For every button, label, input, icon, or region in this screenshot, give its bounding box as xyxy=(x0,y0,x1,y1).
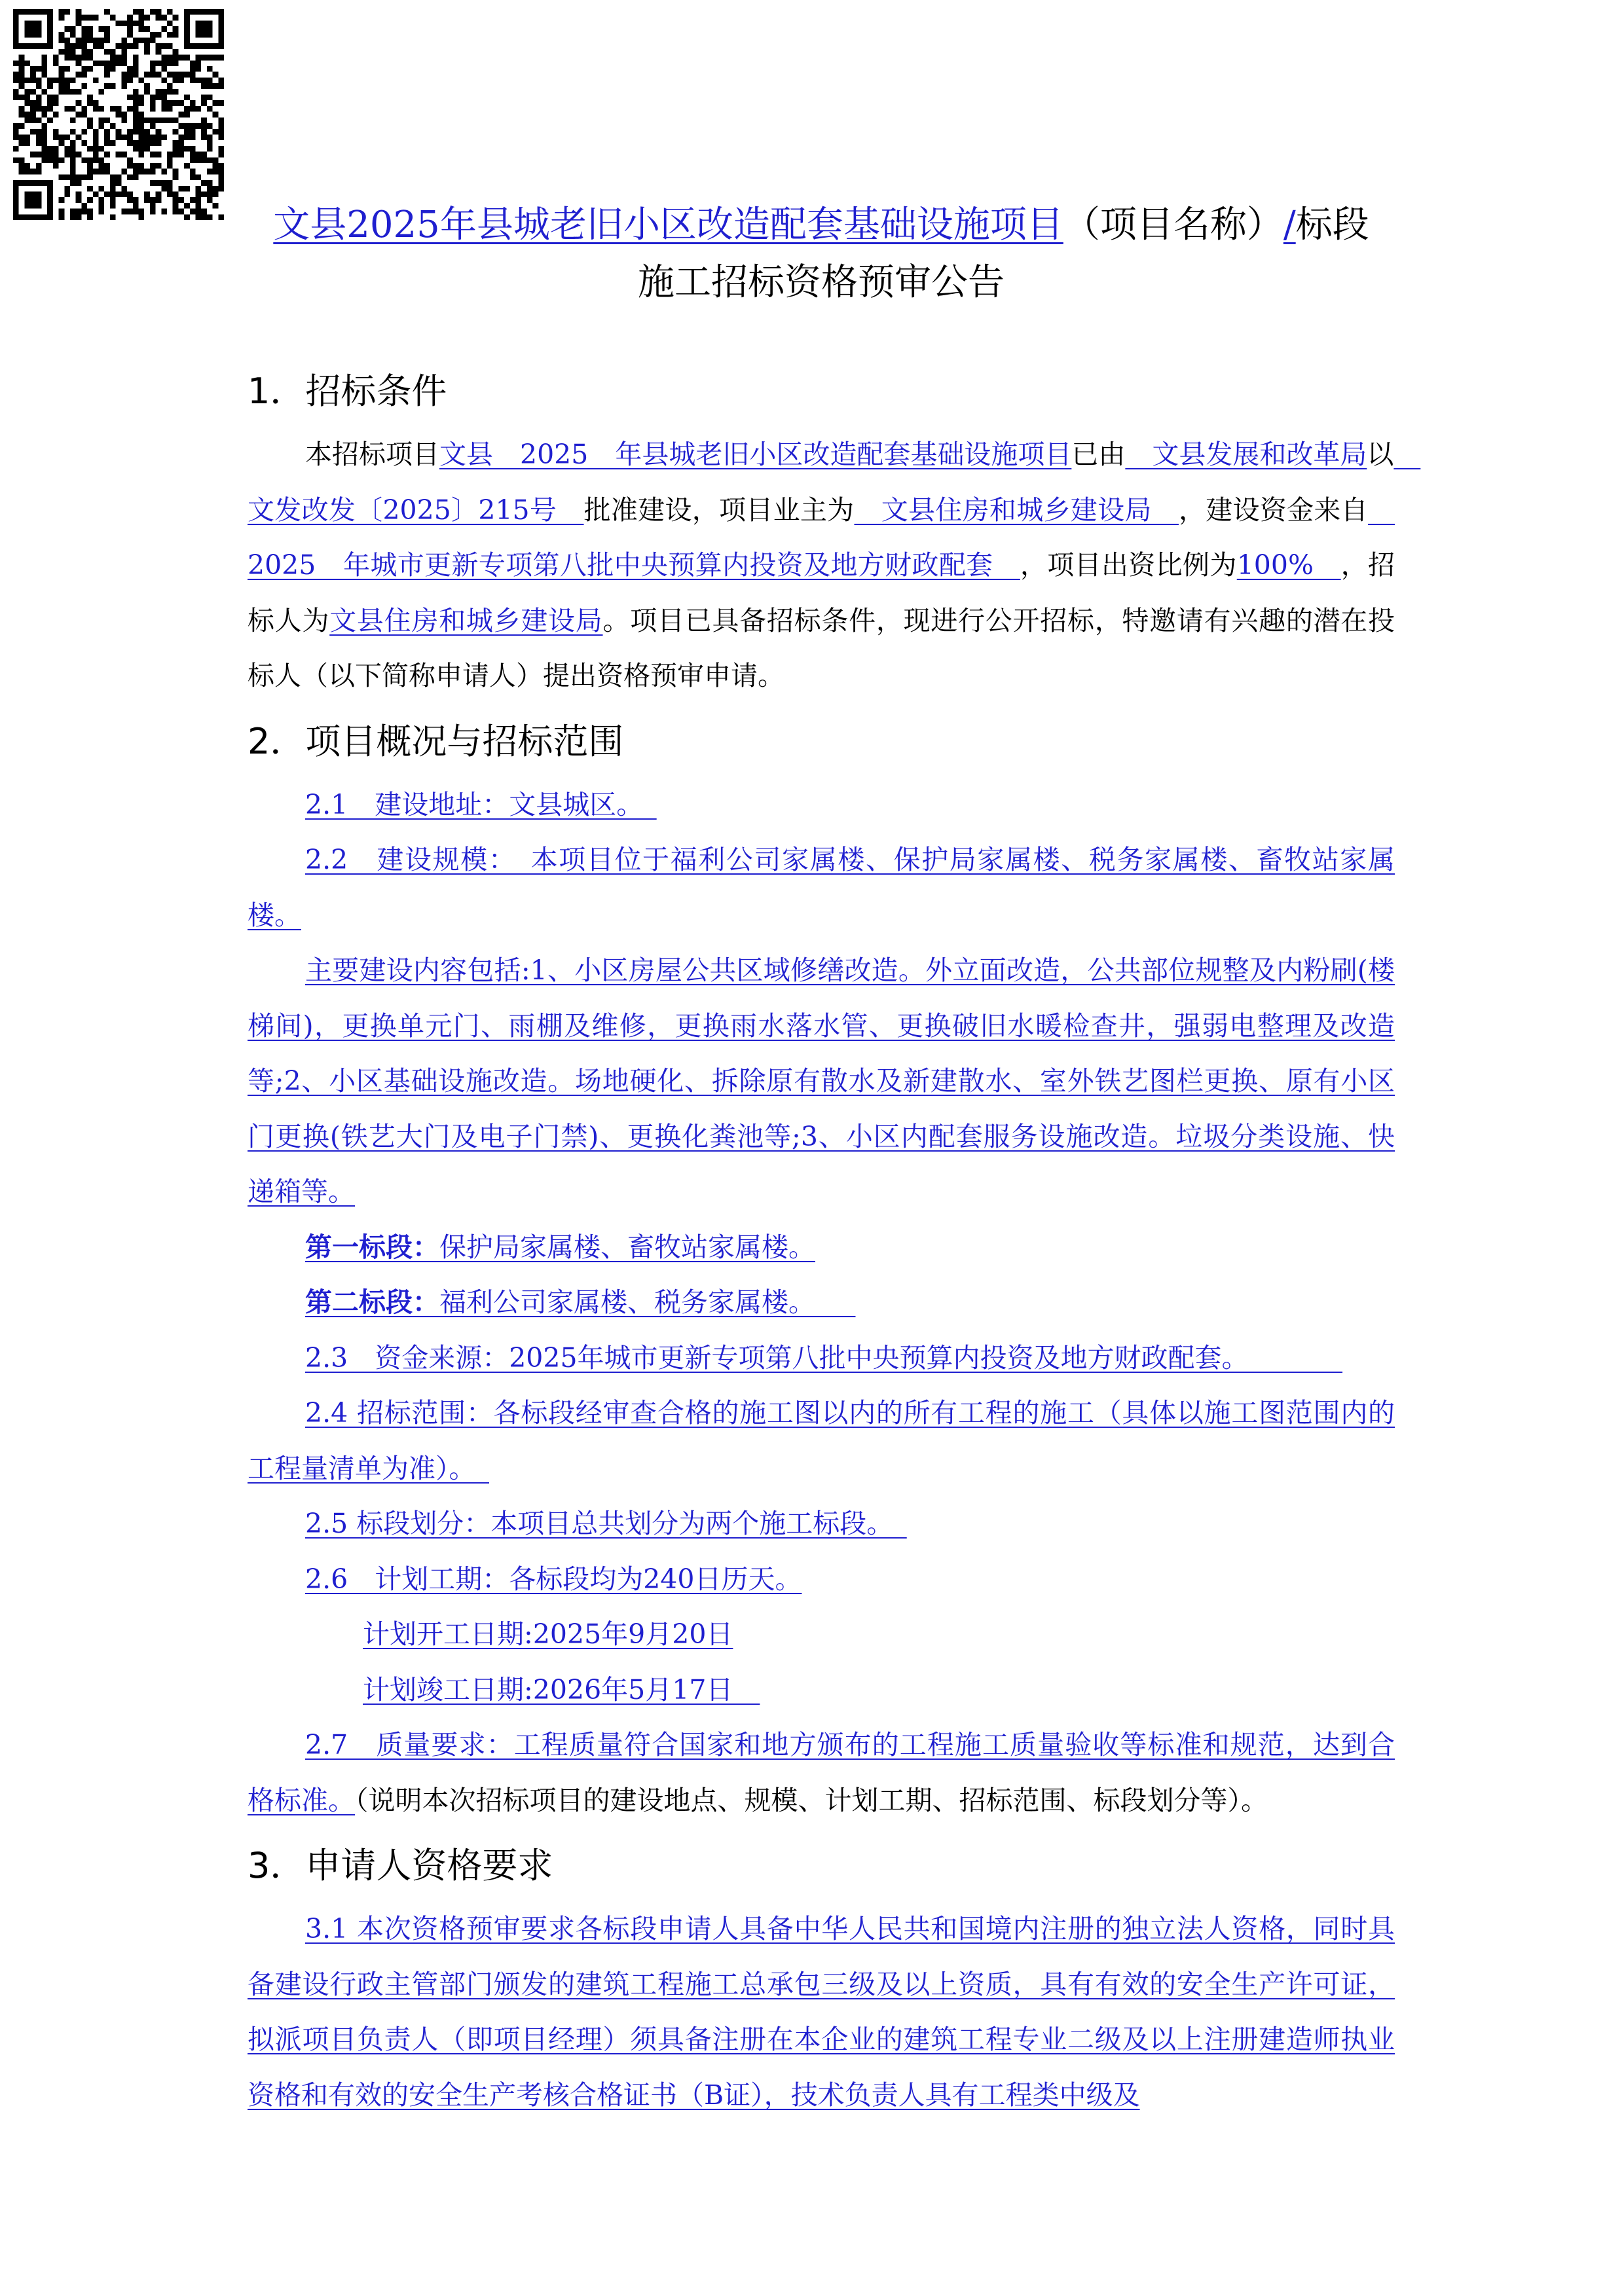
section-3-heading: 3．申请人资格要求 xyxy=(248,1845,553,1886)
text: ，建设资金来自 xyxy=(1178,494,1369,526)
text: 已由 xyxy=(1071,439,1126,470)
text: 以 xyxy=(1367,439,1394,470)
item-2-2: 2.2 建设规模： 本项目位于福利公司家属楼、保护局家属楼、税务家属楼、畜牧站家属楼。 xyxy=(248,844,1395,931)
item-2-3: 2.3 资金来源：2025年城市更新专项第八批中央预算内投资及地方财政配套。 xyxy=(305,1341,1343,1374)
lot-1-label: 第一标段： xyxy=(305,1231,439,1263)
lot-1-text: 保护局家属楼、畜牧站家属楼。 xyxy=(439,1231,815,1263)
section-1-paragraph xyxy=(248,427,1421,704)
text: ，项目出资比例为 xyxy=(1020,549,1237,581)
item-2-5: 2.5 标段划分：本项目总共划分为两个施工标段。 xyxy=(305,1508,907,1539)
item-3-1: 3.1 本次资格预审要求各标段申请人具备中华人民共和国境内注册的独立法人资格，同时具备建设行政主管部门颁发的建筑工程施工总承包三级及以上资质，具有有效的安全生产许可证，拟派项目负责人（即项目经理）须具备注册在本企业的建筑工程专业二级及以上注册建造师执业资格和有效的安全生产考核合格证书（B证），技术负责人具有工程类中级及 xyxy=(248,1913,1395,2111)
main-content-paragraph: 主要建设内容包括:1、小区房屋公共区域修缮改造。外立面改造，公共部位规整及内粉刷(楼梯间)，更换单元门、雨棚及维修，更换雨水落水管、更换破旧水暖检查井，强弱电整理及改造等;2、小区基础设施改造。场地硬化、拆除原有散水及新建散水、室外铁艺图栏更换、原有小区门更换(铁艺大门及电子门禁)、更换化粪池等;3、小区内配套服务设施改造。垃圾分类设施、快递箱等。 xyxy=(248,955,1395,1207)
item-2-7: 2.7 质量要求：工程质量符合国家和地方颁布的工程施工质量验收等标准和规范，达到合格标准。 xyxy=(248,1729,1395,1816)
document-body xyxy=(248,196,1421,2123)
approval-doc-number: 文发改发〔2025〕215号 xyxy=(248,439,1421,526)
text: 本招标项目 xyxy=(305,439,439,470)
planned-start-date: 计划开工日期:2025年9月20日 xyxy=(363,1618,733,1650)
title-project-name: 文县2025年县城老旧小区改造配套基础设施项目 xyxy=(273,204,1063,246)
text: 批准建设，项目业主为 xyxy=(583,494,855,526)
item-2-1: 2.1 建设地址：文县城区。 xyxy=(305,788,657,820)
page-subtitle: 施工招标资格预审公告 xyxy=(638,261,1005,304)
title-project-suffix: （项目名称） xyxy=(1063,204,1283,246)
funding-source: 2025 年城市更新专项第八批中央预算内投资及地方财政配套 xyxy=(248,494,1395,581)
section-1-heading: 1．招标条件 xyxy=(248,371,447,412)
qr-code-icon xyxy=(13,9,224,220)
page-title xyxy=(248,196,1395,254)
project-name: 文县 2025 年县城老旧小区改造配套基础设施项目 xyxy=(439,439,1072,470)
item-2-4: 2.4 招标范围：各标段经审查合格的施工图以内的所有工程的施工（具体以施工图范围内的工程量清单为准）。 xyxy=(248,1397,1395,1484)
section-2-heading: 2．项目概况与招标范围 xyxy=(248,720,624,762)
funding-ratio: 100% xyxy=(1236,549,1341,581)
lot-2-label: 第二标段： xyxy=(305,1286,439,1318)
approver: 文县发展和改革局 xyxy=(1125,439,1367,470)
title-tail: 标段 xyxy=(1295,204,1369,246)
text: ，招标人为 xyxy=(248,549,1395,636)
project-owner: 文县住房和城乡建设局 xyxy=(854,494,1179,526)
planned-end-date: 计划竣工日期:2026年5月17日 xyxy=(363,1673,760,1705)
title-slash: / xyxy=(1283,204,1296,246)
item-2-7-note: （说明本次招标项目的建设地点、规模、计划工期、招标范围、标段划分等）。 xyxy=(355,1784,1268,1816)
text: 。项目已具备招标条件，现进行公开招标，特邀请有兴趣的潜在投标人（以下简称申请人）提出资格预审申请。 xyxy=(248,604,1395,691)
item-2-6: 2.6 计划工期：各标段均为240日历天。 xyxy=(305,1563,802,1595)
lot-2-text: 福利公司家属楼、税务家属楼。 xyxy=(439,1286,856,1318)
tenderer: 文县住房和城乡建设局 xyxy=(329,604,603,636)
